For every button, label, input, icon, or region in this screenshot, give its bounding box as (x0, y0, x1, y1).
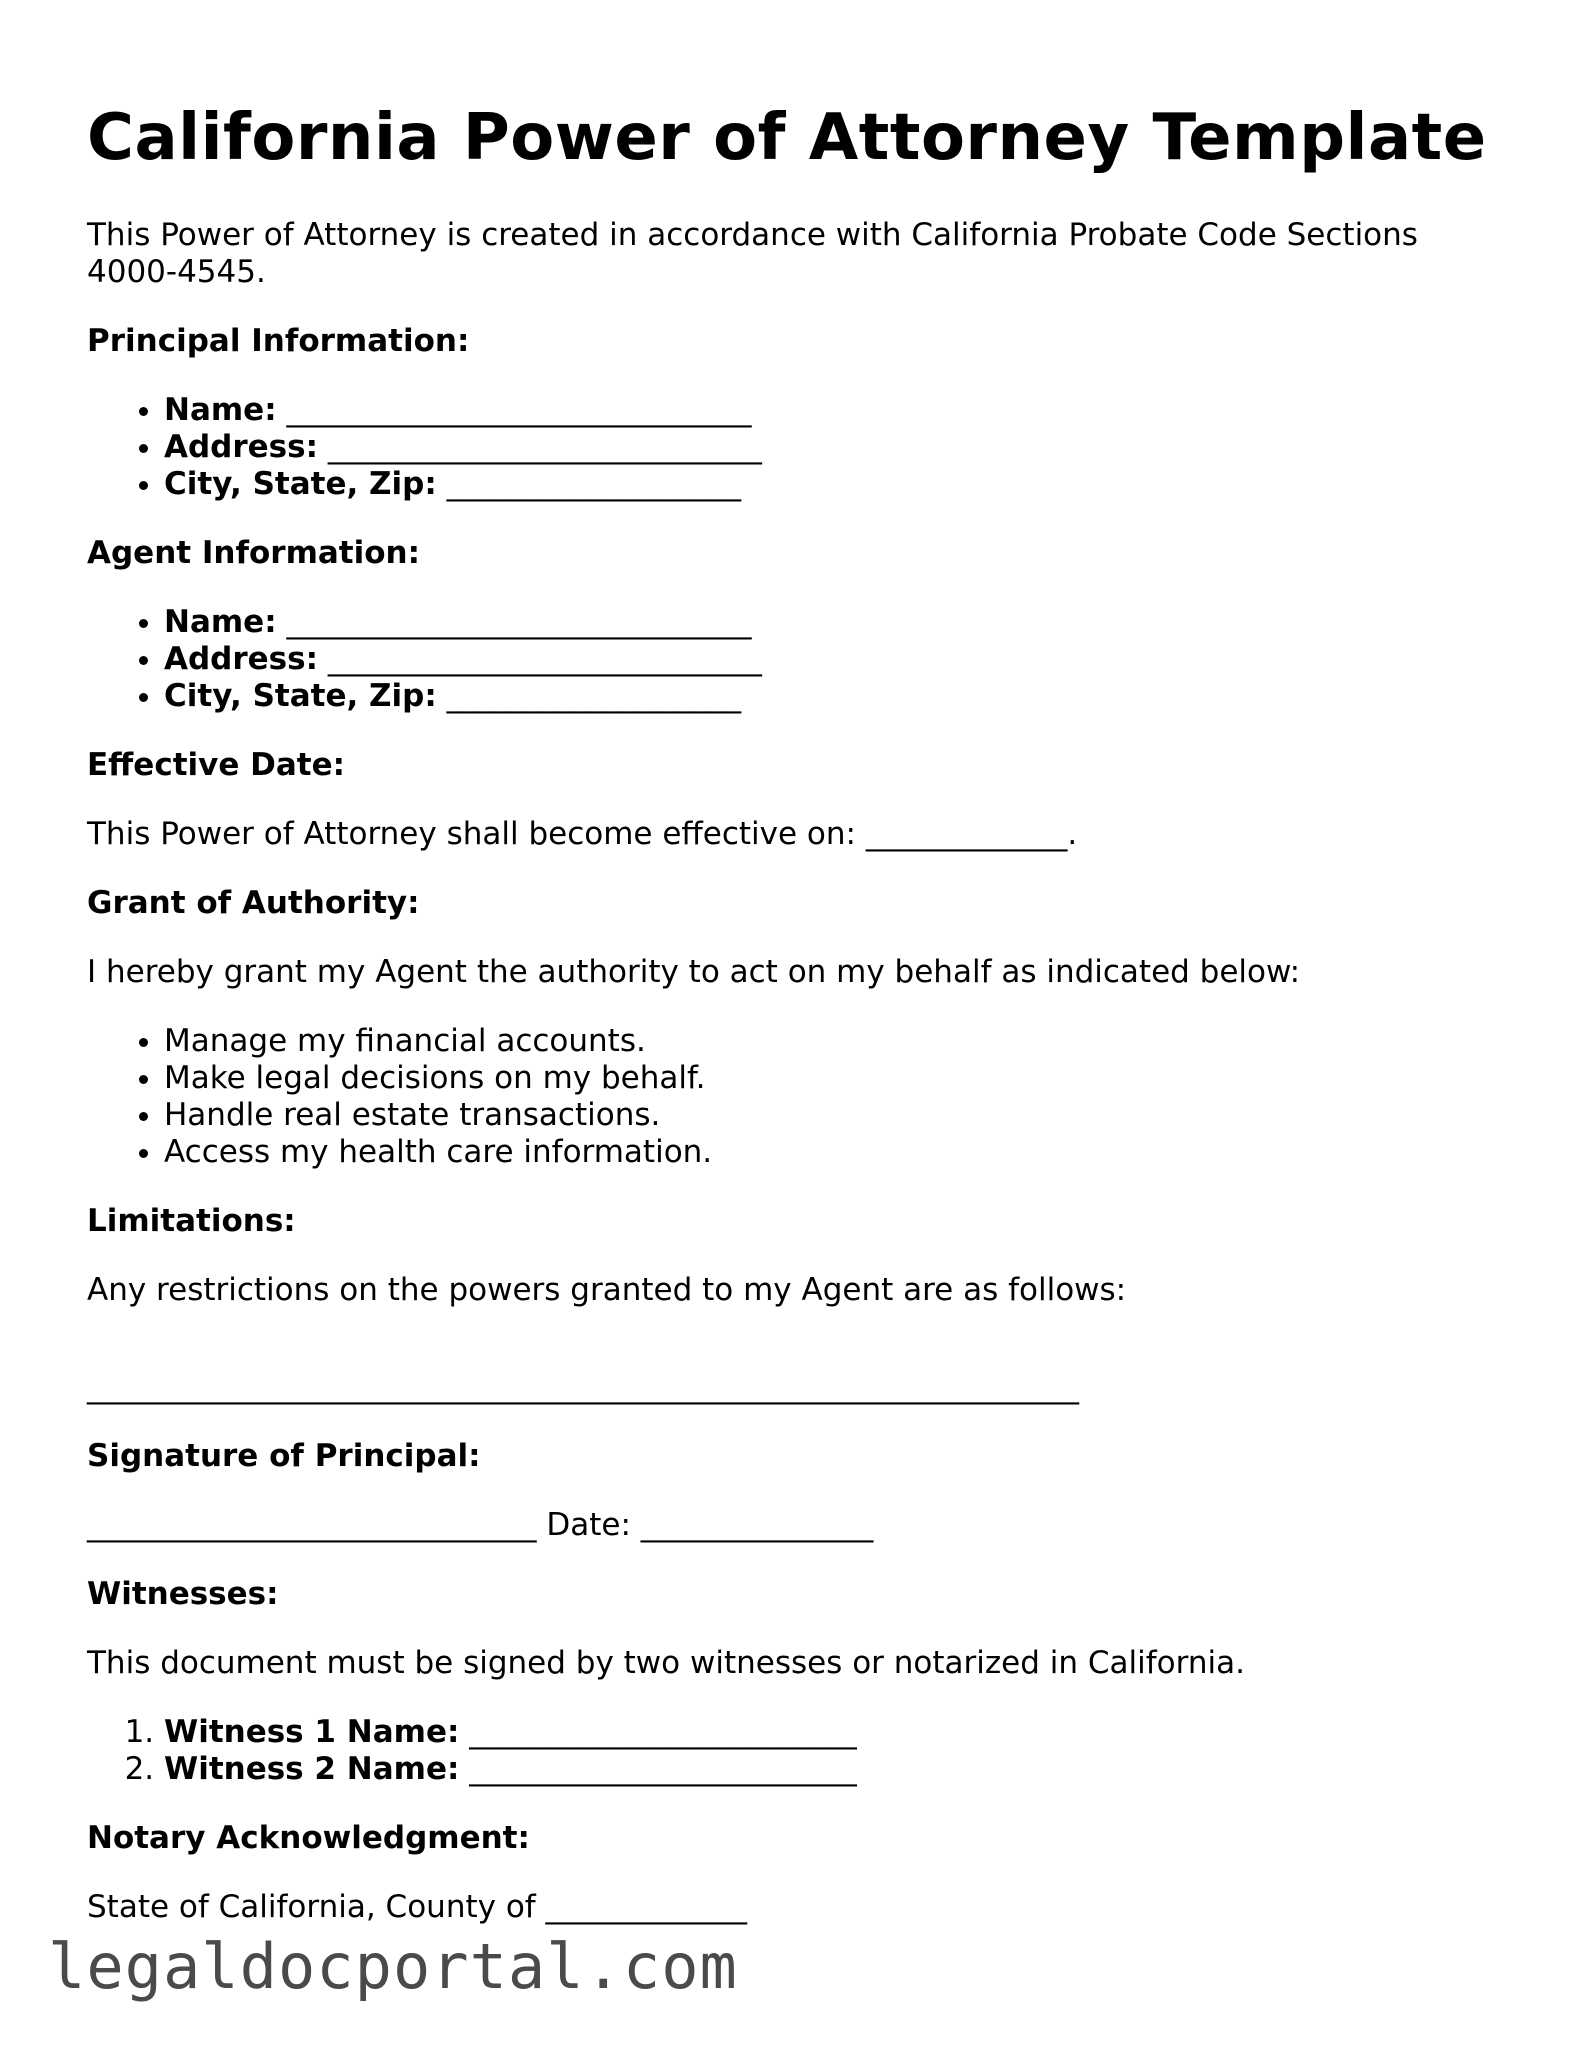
list-item: • Access my health care information. (164, 1134, 1507, 1171)
field-label: City, State, Zip: (164, 677, 437, 714)
blank-line: ______________________________ (286, 603, 752, 640)
blank-line: ___________________ (446, 677, 742, 714)
signature-heading: Signature of Principal: (87, 1437, 481, 1474)
list-item: • Make legal decisions on my behalf. (164, 1060, 1507, 1097)
blank-line: ______________________________ (286, 391, 752, 428)
limitations-text: Any restrictions on the powers granted to my Agent are as follows: (87, 1271, 1127, 1308)
page-title: California Power of Attorney Template (87, 101, 1487, 175)
watermark: legaldocportal.com (48, 1930, 738, 2003)
witnesses-text: This document must be signed by two witnesses or notarized in California. (87, 1644, 1245, 1681)
blank-line: _________________________ (469, 1750, 857, 1787)
list-item (164, 604, 1507, 641)
limitations-heading: Limitations: (87, 1202, 296, 1239)
list-item (164, 641, 1507, 678)
list-item (164, 1714, 1507, 1751)
notary-text: State of California, County of _____________ (87, 1888, 748, 1925)
notary-heading: Notary Acknowledgment: (87, 1819, 530, 1856)
effective-date-heading: Effective Date: (87, 746, 346, 783)
list-item (164, 678, 1507, 715)
blank-line: ____________________________ (327, 640, 762, 677)
effective-date-text: This Power of Attorney shall become effective on: _____________. (87, 815, 1078, 852)
list-item (164, 466, 1507, 503)
principal-heading: Principal Information: (87, 322, 470, 359)
grant-heading: Grant of Authority: (87, 884, 420, 921)
grant-list (87, 1023, 1507, 1171)
field-label: Witness 1 Name: (164, 1713, 460, 1750)
field-label: Name: (164, 391, 277, 428)
document-page (87, 100, 1507, 1958)
field-label: City, State, Zip: (164, 465, 437, 502)
list-item: • Handle real estate transactions. (164, 1097, 1507, 1134)
intro-paragraph: This Power of Attorney is created in accordance with California Probate Code Sections 4000-4545. (87, 216, 1418, 290)
blank-line: ___________________ (446, 465, 742, 502)
blank-line: ____________________________ (327, 428, 762, 465)
field-label: Name: (164, 603, 277, 640)
signature-line: _____________________________ Date: _______________ (87, 1506, 874, 1543)
field-label: Address: (164, 640, 318, 677)
principal-list (87, 392, 1507, 503)
list-item (164, 392, 1507, 429)
blank-line: _________________________ (469, 1713, 857, 1750)
agent-list (87, 604, 1507, 715)
witnesses-list (87, 1714, 1507, 1788)
list-item (164, 429, 1507, 466)
agent-heading: Agent Information: (87, 534, 420, 571)
field-label: Address: (164, 428, 318, 465)
limitations-blank: ________________________________________________________________ (87, 1368, 1079, 1405)
list-item: • Manage my financial accounts. (164, 1023, 1507, 1060)
grant-text: I hereby grant my Agent the authority to act on my behalf as indicated below: (87, 953, 1301, 990)
list-item (164, 1751, 1507, 1788)
witnesses-heading: Witnesses: (87, 1575, 279, 1612)
field-label: Witness 2 Name: (164, 1750, 460, 1787)
